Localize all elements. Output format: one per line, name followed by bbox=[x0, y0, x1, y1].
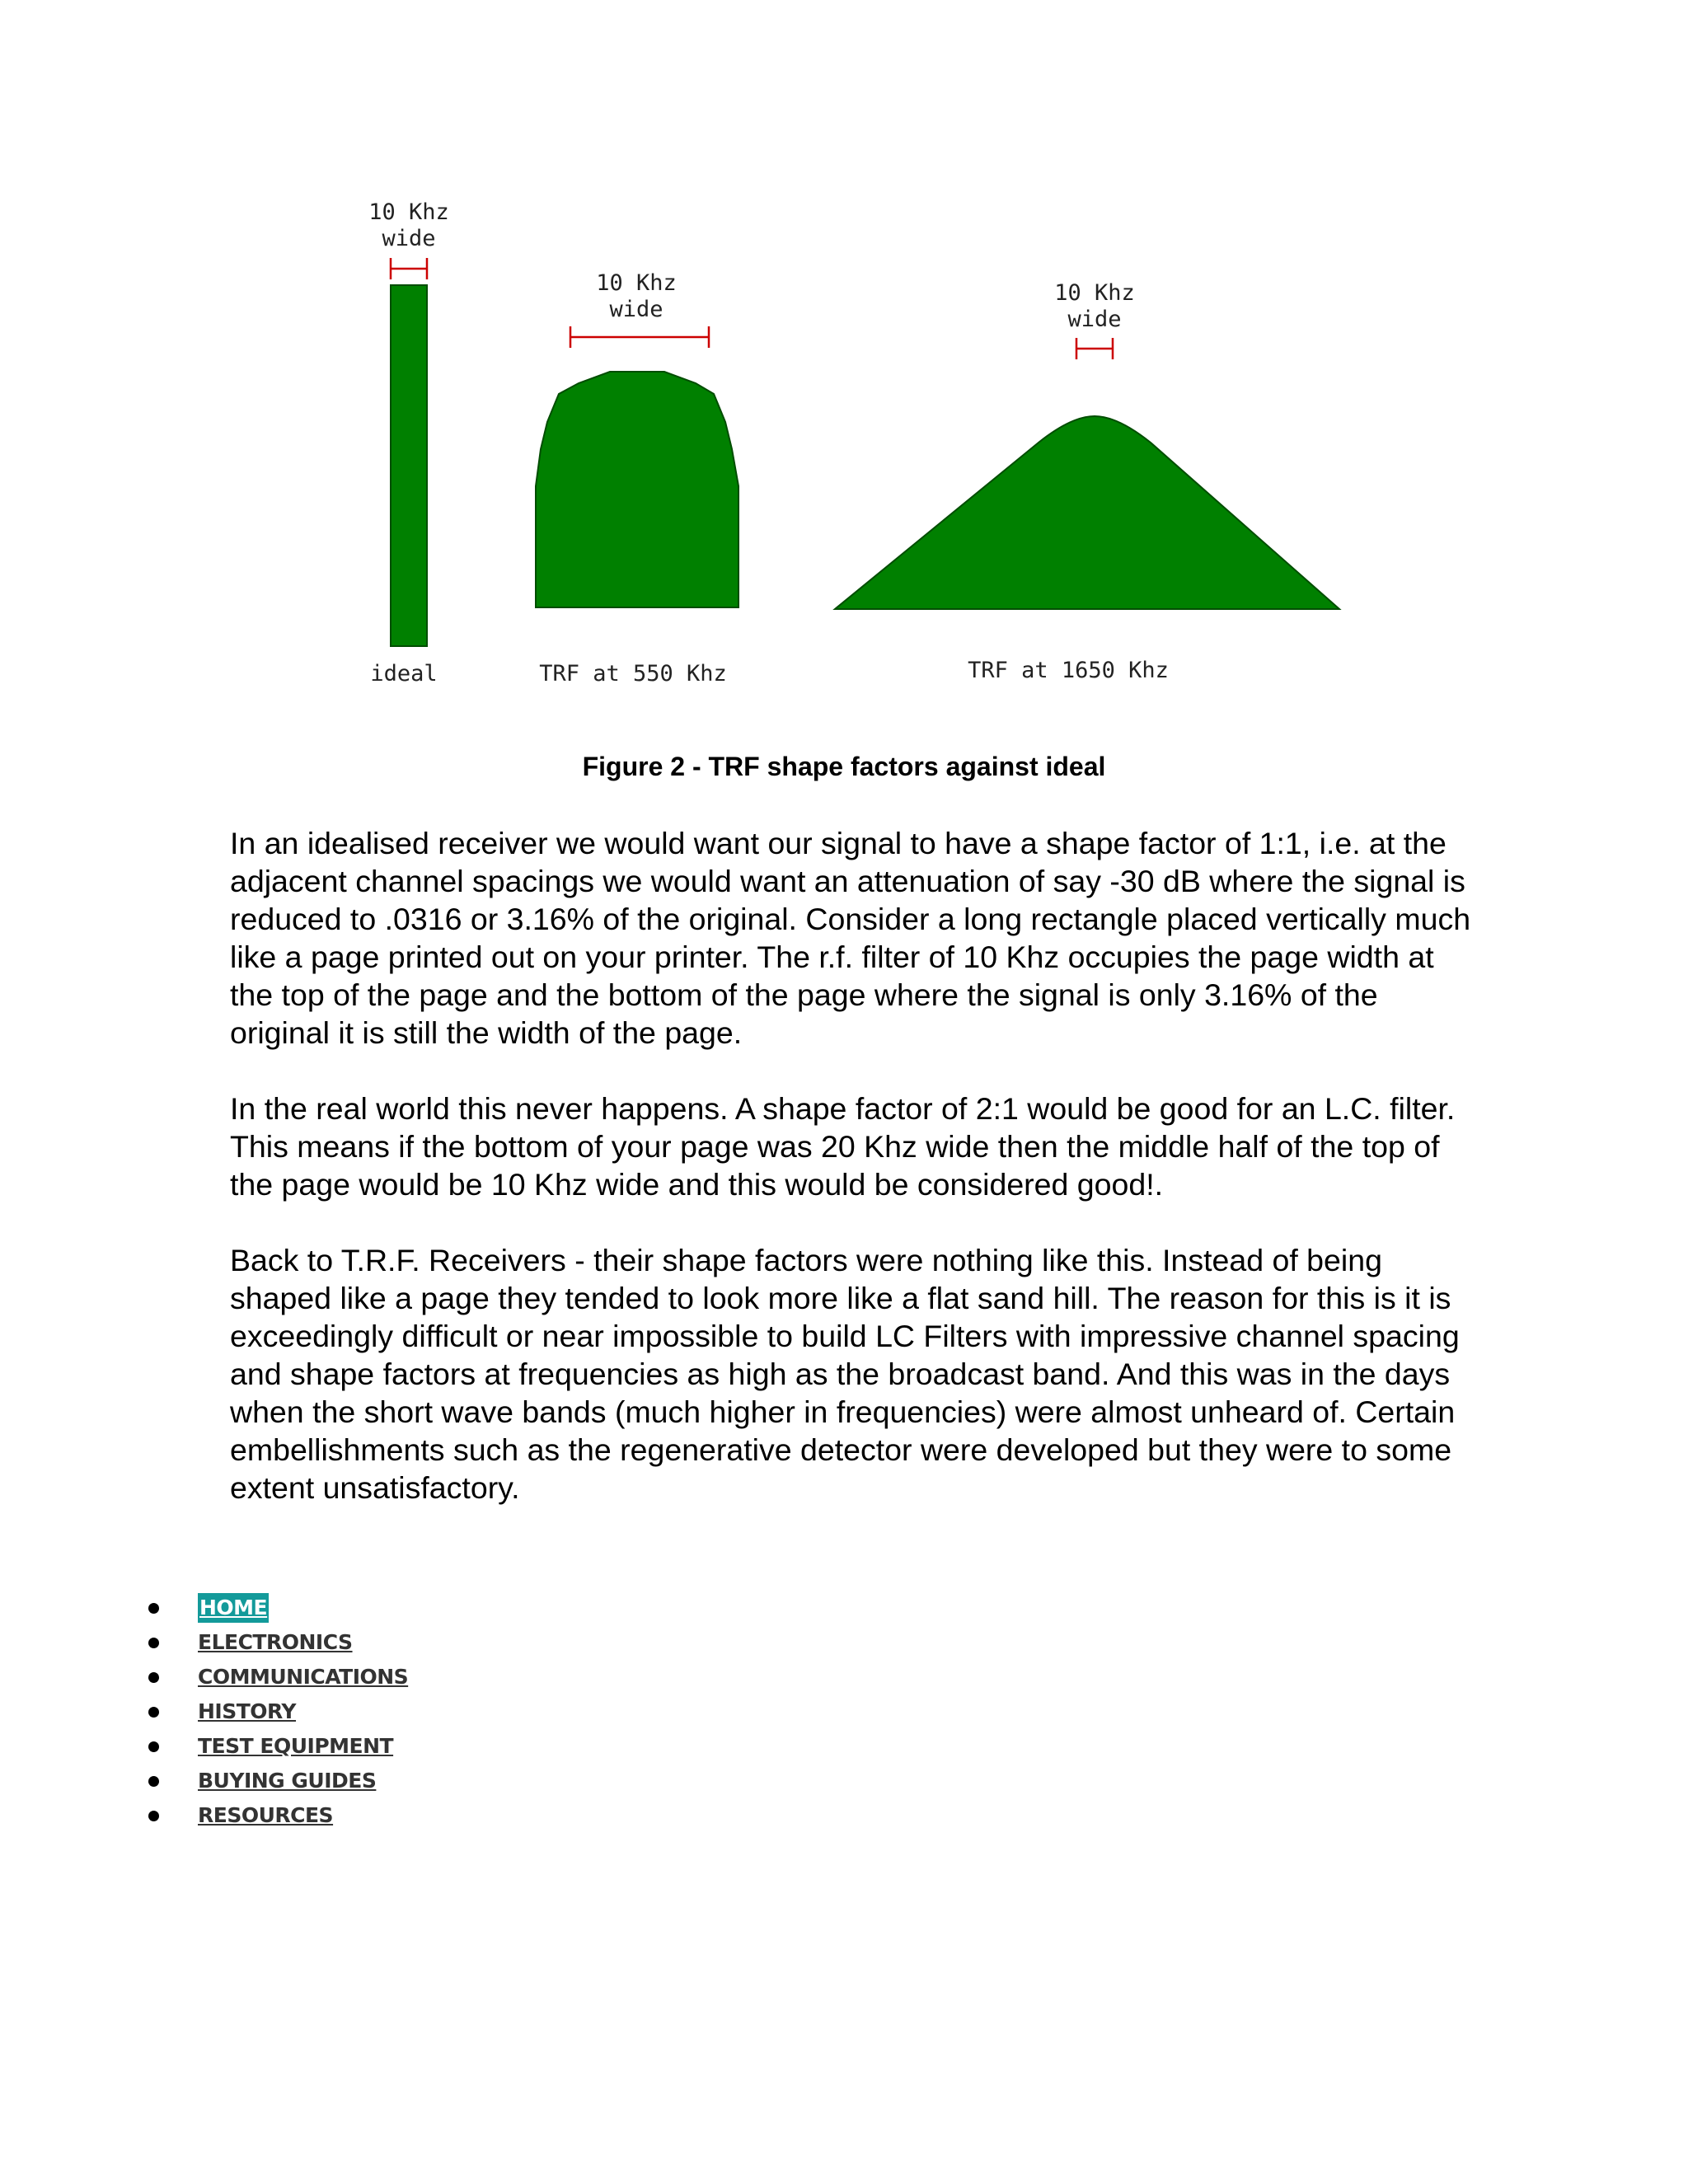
trf-1650-width-marker bbox=[1076, 338, 1113, 359]
nav-link-buying-guides[interactable]: BUYING GUIDES bbox=[198, 1769, 377, 1793]
trf-550-width-marker bbox=[570, 326, 709, 348]
nav-item-home bbox=[0, 1591, 659, 1625]
trf-1650-width-label-line1: 10 Khz bbox=[1054, 280, 1135, 306]
site-navigation bbox=[0, 1591, 659, 1833]
ideal-width-marker bbox=[391, 258, 427, 279]
paragraph-trf-receivers: Back to T.R.F. Receivers - their shape factors were nothing like this. Instead of being shaped like a page they tended to look more like a flat sand hill. The reason for this is it is exceedingly difficult or near impossible to build LC Filters with impressive channel spacing and shape factors at frequencies as high as the broadcast band. And this was in the days when the short wave bands (much higher in frequencies) were almost unheard of. Certain embellishments such as the regenerative detector were developed but they were to some extent unsatisfactory. bbox=[230, 1243, 1460, 1505]
trf-550-width-label-line1: 10 Khz bbox=[596, 270, 677, 296]
article-body bbox=[230, 824, 1483, 1544]
ideal-label: ideal bbox=[370, 661, 438, 687]
nav-item-electronics bbox=[0, 1625, 659, 1660]
bullet-icon bbox=[148, 1638, 159, 1648]
nav-link-history[interactable]: HISTORY bbox=[198, 1699, 297, 1723]
bullet-icon bbox=[148, 1672, 159, 1683]
nav-item-buying-guides bbox=[0, 1764, 659, 1798]
nav-link-test-equipment[interactable]: TEST EQUIPMENT bbox=[198, 1734, 394, 1758]
paragraph-ideal-receiver: In an idealised receiver we would want our signal to have a shape factor of 1:1, i.e. at the adjacent channel spacings we would want an attenuation of say -30 dB where the signal is reduced to .0316 or 3.16% of the original. Consider a long rectangle placed vertically much like a page printed out on your printer. The r.f. filter of 10 Khz occupies the page width at the top of the page and the bottom of the page where the signal is only 3.16% of the original it is still the width of the page. bbox=[230, 826, 1471, 1050]
bullet-icon bbox=[148, 1811, 159, 1821]
nav-link-home[interactable]: HOME bbox=[198, 1593, 269, 1623]
figure-caption: Figure 2 - TRF shape factors against ideal bbox=[582, 752, 1106, 781]
nav-item-communications bbox=[0, 1660, 659, 1694]
trf-1650-response-shape bbox=[835, 416, 1339, 609]
nav-item-test-equipment bbox=[0, 1729, 659, 1764]
ideal-response-shape bbox=[391, 285, 427, 646]
ideal-response-group bbox=[368, 199, 449, 687]
nav-link-electronics[interactable]: ELECTRONICS bbox=[198, 1630, 353, 1654]
bullet-icon bbox=[148, 1707, 159, 1718]
nav-link-communications[interactable]: COMMUNICATIONS bbox=[198, 1665, 409, 1689]
trf-550-width-label-line2: wide bbox=[609, 297, 663, 322]
bullet-icon bbox=[148, 1741, 159, 1752]
nav-item-resources bbox=[0, 1798, 659, 1833]
trf-1650-width-label-line2: wide bbox=[1067, 307, 1122, 332]
trf-550-response-group bbox=[536, 270, 738, 687]
trf-1650-response-group bbox=[835, 280, 1339, 683]
trf-shape-factor-figure bbox=[0, 0, 1688, 725]
nav-item-history bbox=[0, 1694, 659, 1729]
bullet-icon bbox=[148, 1776, 159, 1787]
trf-1650-label: TRF at 1650 Khz bbox=[968, 658, 1169, 683]
trf-550-response-shape bbox=[536, 372, 738, 607]
trf-550-label: TRF at 550 Khz bbox=[539, 661, 727, 687]
ideal-width-label-line2: wide bbox=[382, 226, 436, 251]
paragraph-real-world: In the real world this never happens. A shape factor of 2:1 would be good for an L.C. filter. This means if the bottom of your page was 20 Khz wide then the middle half of the top of the page would be 10 Khz wide and this would be considered good!. bbox=[230, 1091, 1456, 1202]
ideal-width-label-line1: 10 Khz bbox=[368, 199, 449, 225]
bullet-icon bbox=[148, 1603, 159, 1614]
nav-link-resources[interactable]: RESOURCES bbox=[198, 1803, 334, 1827]
